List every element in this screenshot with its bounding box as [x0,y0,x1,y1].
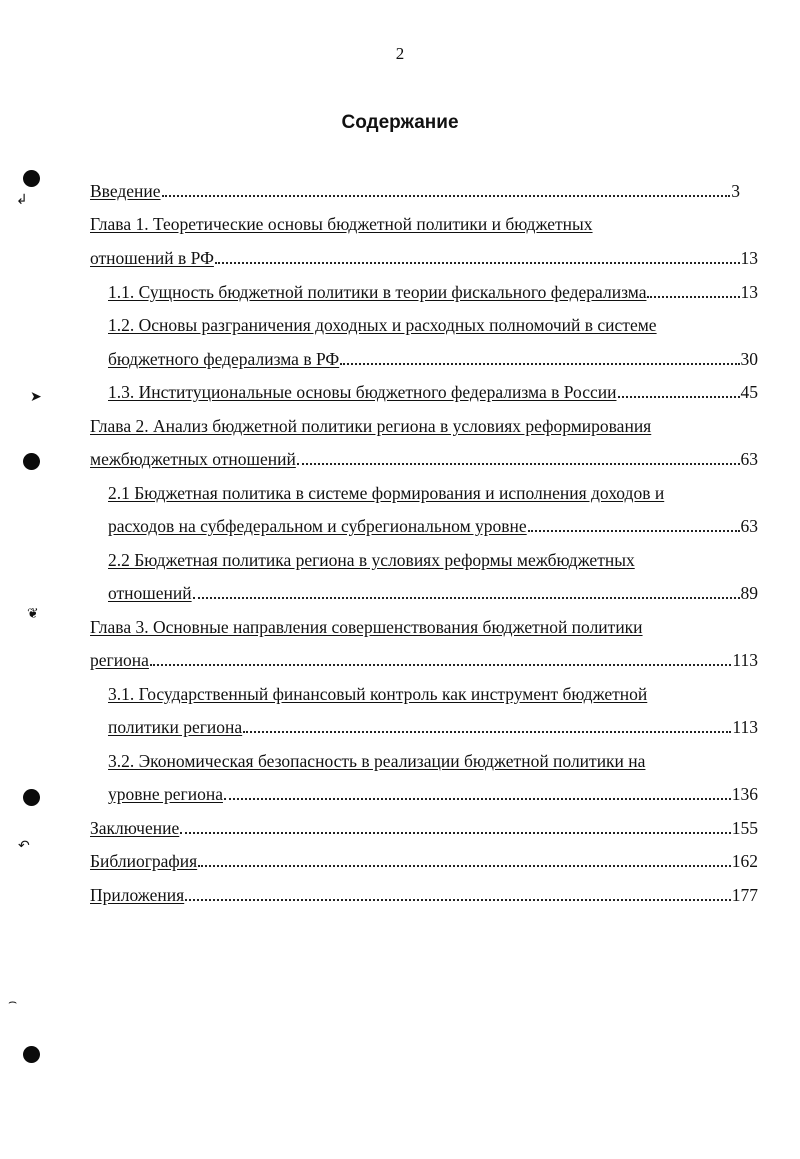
toc-entry-text: уровне региона [108,784,223,804]
toc-entry-section-1-2-cont[interactable] [108,348,758,370]
leader-dots [224,798,731,800]
toc-entry-text: Библиография [90,851,198,871]
toc-entry-appendices[interactable] [90,884,758,906]
toc-entry-text: 3.2. Экономическая безопасность в реализации бюджетной политики на [108,751,646,771]
leader-dots [150,664,731,666]
toc-entry-text: 1.3. Институциональные основы бюджетного федерализма в России [108,382,617,402]
leader-dots [198,865,731,867]
toc-entry-conclusion[interactable] [90,817,758,839]
toc-page-number: 13 [740,282,758,302]
toc-entry-bibliography[interactable] [90,850,758,872]
page-number: 2 [395,44,405,63]
toc-entry-text: отношений [108,583,192,603]
leader-dots [647,296,739,298]
toc-entry-chapter-3[interactable] [90,616,643,638]
margin-mark-icon: ➤ [30,389,42,405]
toc-entry-text: расходов на субфедеральном и субрегиональном уровне [108,516,527,536]
toc-entry-text: 1.1. Сущность бюджетной политики в теории фискального федерализма [108,282,647,302]
margin-mark-icon: ⌢ [8,994,18,1010]
toc-entry-section-2-1-cont[interactable] [108,515,758,537]
toc-entry-section-1-1[interactable] [108,281,758,303]
toc-entry-section-1-2[interactable] [108,314,657,336]
leader-dots [193,597,740,599]
toc-entry-text: межбюджетных отношений [90,449,296,469]
toc-entry-text: Заключение [90,818,180,838]
toc-entry-introduction[interactable] [90,180,740,202]
toc-entry-section-2-2[interactable] [108,549,635,571]
leader-dots [215,262,740,264]
margin-mark-icon: ↶ [18,838,30,854]
toc-page-number: 45 [740,382,758,402]
leader-dots [243,731,731,733]
toc-entry-text: 2.2 Бюджетная политика региона в условиях реформы межбюджетных [108,550,635,570]
toc-entry-text: бюджетного федерализма в РФ [108,349,340,369]
toc-page-number: 63 [740,516,758,536]
leader-dots [297,463,740,465]
toc-page-number: 13 [740,248,758,268]
toc-entry-section-2-2-cont[interactable] [108,582,758,604]
toc-entry-section-3-1[interactable] [108,683,647,705]
toc-entry-text: Глава 2. Анализ бюджетной политики региона в условиях реформирования [90,416,652,436]
toc-entry-section-3-1-cont[interactable] [108,716,758,738]
toc-entry-section-3-2[interactable] [108,750,645,772]
toc-entry-text: 3.1. Государственный финансовый контроль как инструмент бюджетной [108,684,648,704]
punch-hole [23,170,40,187]
toc-page-number: 177 [731,885,758,905]
toc-page-number: 136 [731,784,758,804]
punch-hole [23,789,40,806]
leader-dots [180,832,731,834]
margin-mark-icon: ❦ [27,606,39,622]
toc-entry-section-3-2-cont[interactable] [108,783,758,805]
toc-entry-text: региона [90,650,149,670]
toc-entry-chapter-3-cont[interactable] [90,649,758,671]
toc-entry-text: 1.2. Основы разграничения доходных и расходных полномочий в системе [108,315,657,335]
page-title: Содержание [341,112,459,133]
toc-entry-chapter-2-cont[interactable] [90,448,758,470]
toc-entry-text: политики региона [108,717,243,737]
toc-entry-chapter-1-cont[interactable] [90,247,758,269]
toc-page-number: 3 [731,181,740,201]
punch-hole [23,453,40,470]
toc-entry-text: Введение [90,181,161,201]
toc-entry-chapter-2[interactable] [90,415,651,437]
leader-dots [162,195,731,197]
toc-entry-chapter-1[interactable] [90,213,593,235]
toc-entry-text: Глава 1. Теоретические основы бюджетной политики и бюджетных [90,214,593,234]
toc-entry-text: Глава 3. Основные направления совершенствования бюджетной политики [90,617,643,637]
toc-entry-text: отношений в РФ [90,248,214,268]
toc-entry-section-1-3[interactable] [108,381,758,403]
toc-page-number: 30 [740,349,758,369]
leader-dots [340,363,739,365]
leader-dots [618,396,740,398]
toc-entry-text: Приложения [90,885,185,905]
toc-entry-section-2-1[interactable] [108,482,664,504]
toc-page-number: 155 [731,818,758,838]
toc-page-number: 89 [740,583,758,603]
toc-page-number: 113 [732,717,758,737]
leader-dots [185,899,731,901]
leader-dots [528,530,740,532]
toc-page-number: 113 [732,650,758,670]
margin-mark-icon: ↲ [16,192,28,208]
toc-page-number: 63 [740,449,758,469]
punch-hole [23,1046,40,1063]
toc-page-number: 162 [731,851,758,871]
toc-entry-text: 2.1 Бюджетная политика в системе формирования и исполнения доходов и [108,483,665,503]
